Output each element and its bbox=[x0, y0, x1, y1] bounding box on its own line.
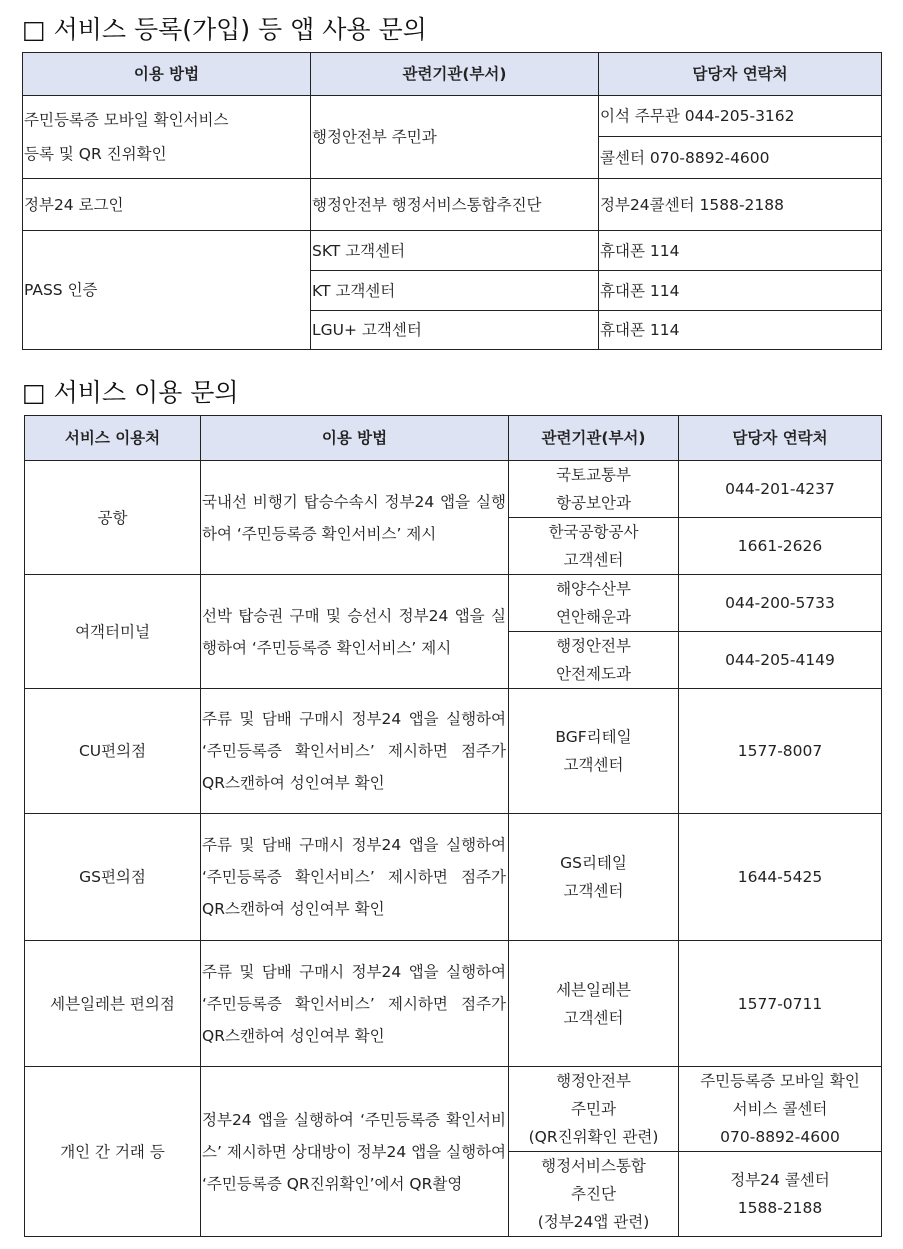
method-cell: 주류 및 담배 구매시 정부24 앱을 실행하여 ‘주민등록증 확인서비스’ 제시하면 점주가 QR스캔하여 성인여부 확인 bbox=[201, 941, 509, 1067]
contact-cell: 044-200-5733 bbox=[679, 575, 882, 632]
place-cell: 공항 bbox=[25, 461, 201, 575]
table-row bbox=[25, 575, 882, 632]
place-cell: CU편의점 bbox=[25, 689, 201, 814]
table-cell: 정부24 로그인 bbox=[23, 179, 311, 231]
table-cell: SKT 고객센터 bbox=[311, 231, 599, 271]
place-cell: GS편의점 bbox=[25, 814, 201, 941]
contact-cell: 정부24 콜센터 1588-2188 bbox=[679, 1152, 882, 1237]
method-cell: 주류 및 담배 구매시 정부24 앱을 실행하여 ‘주민등록증 확인서비스’ 제시하면 점주가 QR스캔하여 성인여부 확인 bbox=[201, 689, 509, 814]
section2-title: □ 서비스 이용 문의 bbox=[22, 378, 239, 407]
method-cell: 국내선 비행기 탑승수속시 정부24 앱을 실행하여 ‘주민등록증 확인서비스’ 제시 bbox=[201, 461, 509, 575]
table-cell: 휴대폰 114 bbox=[599, 231, 882, 271]
table-cell: 주민등록증 모바일 확인서비스 등록 및 QR 진위확인 bbox=[23, 96, 311, 179]
table-cell: PASS 인증 bbox=[23, 231, 311, 350]
table-cell: 휴대폰 114 bbox=[599, 271, 882, 311]
org-cell: 국토교통부 항공보안과 bbox=[509, 461, 679, 518]
org-cell: 해양수산부 연안해운과 bbox=[509, 575, 679, 632]
table-cell: KT 고객센터 bbox=[311, 271, 599, 311]
place-cell: 여객터미널 bbox=[25, 575, 201, 689]
table-row bbox=[25, 814, 882, 941]
app-inquiry-table bbox=[22, 52, 882, 350]
contact-cell: 1577-8007 bbox=[679, 689, 882, 814]
table-row bbox=[25, 941, 882, 1067]
contact-cell: 주민등록증 모바일 확인 서비스 콜센터 070-8892-4600 bbox=[679, 1067, 882, 1152]
org-cell: 행정안전부 안전제도과 bbox=[509, 632, 679, 689]
table-row bbox=[25, 1067, 882, 1152]
header-0: 서비스 이용처 bbox=[25, 416, 201, 461]
org-cell: BGF리테일 고객센터 bbox=[509, 689, 679, 814]
method-cell: 선박 탑승권 구매 및 승선시 정부24 앱을 실행하여 ‘주민등록증 확인서비스’ 제시 bbox=[201, 575, 509, 689]
org-cell: 한국공항공사 고객센터 bbox=[509, 518, 679, 575]
place-cell: 개인 간 거래 등 bbox=[25, 1067, 201, 1237]
contact-cell: 1577-0711 bbox=[679, 941, 882, 1067]
contact-cell: 1661-2626 bbox=[679, 518, 882, 575]
method-cell: 정부24 앱을 실행하여 ‘주민등록증 확인서비스’ 제시하면 상대방이 정부24 앱을 실행하여 ‘주민등록증 QR진위확인’에서 QR촬영 bbox=[201, 1067, 509, 1237]
contact-cell: 044-201-4237 bbox=[679, 461, 882, 518]
header-2: 관련기관(부서) bbox=[509, 416, 679, 461]
org-cell: 행정안전부 주민과 (QR진위확인 관련) bbox=[509, 1067, 679, 1152]
table-cell: 콜센터 070-8892-4600 bbox=[599, 137, 882, 179]
service-inquiry-table bbox=[24, 415, 882, 1237]
header-contact: 담당자 연락처 bbox=[599, 53, 882, 96]
table-cell: 정부24콜센터 1588-2188 bbox=[599, 179, 882, 231]
table-row bbox=[25, 689, 882, 814]
org-cell: GS리테일 고객센터 bbox=[509, 814, 679, 941]
header-3: 담당자 연락처 bbox=[679, 416, 882, 461]
section1-title: □ 서비스 등록(가입) 등 앱 사용 문의 bbox=[22, 15, 427, 44]
header-method: 이용 방법 bbox=[23, 53, 311, 96]
table-cell: 행정안전부 주민과 bbox=[311, 96, 599, 179]
method-cell: 주류 및 담배 구매시 정부24 앱을 실행하여 ‘주민등록증 확인서비스’ 제시하면 점주가 QR스캔하여 성인여부 확인 bbox=[201, 814, 509, 941]
table-cell: 이석 주무관 044-205-3162 bbox=[599, 96, 882, 137]
header-org: 관련기관(부서) bbox=[311, 53, 599, 96]
place-cell: 세븐일레븐 편의점 bbox=[25, 941, 201, 1067]
contact-cell: 1644-5425 bbox=[679, 814, 882, 941]
table-cell: LGU+ 고객센터 bbox=[311, 311, 599, 350]
org-cell: 세븐일레븐 고객센터 bbox=[509, 941, 679, 1067]
org-cell: 행정서비스통합 추진단 (정부24앱 관련) bbox=[509, 1152, 679, 1237]
table-cell: 휴대폰 114 bbox=[599, 311, 882, 350]
table-row bbox=[25, 461, 882, 518]
contact-cell: 044-205-4149 bbox=[679, 632, 882, 689]
header-1: 이용 방법 bbox=[201, 416, 509, 461]
table-cell: 행정안전부 행정서비스통합추진단 bbox=[311, 179, 599, 231]
